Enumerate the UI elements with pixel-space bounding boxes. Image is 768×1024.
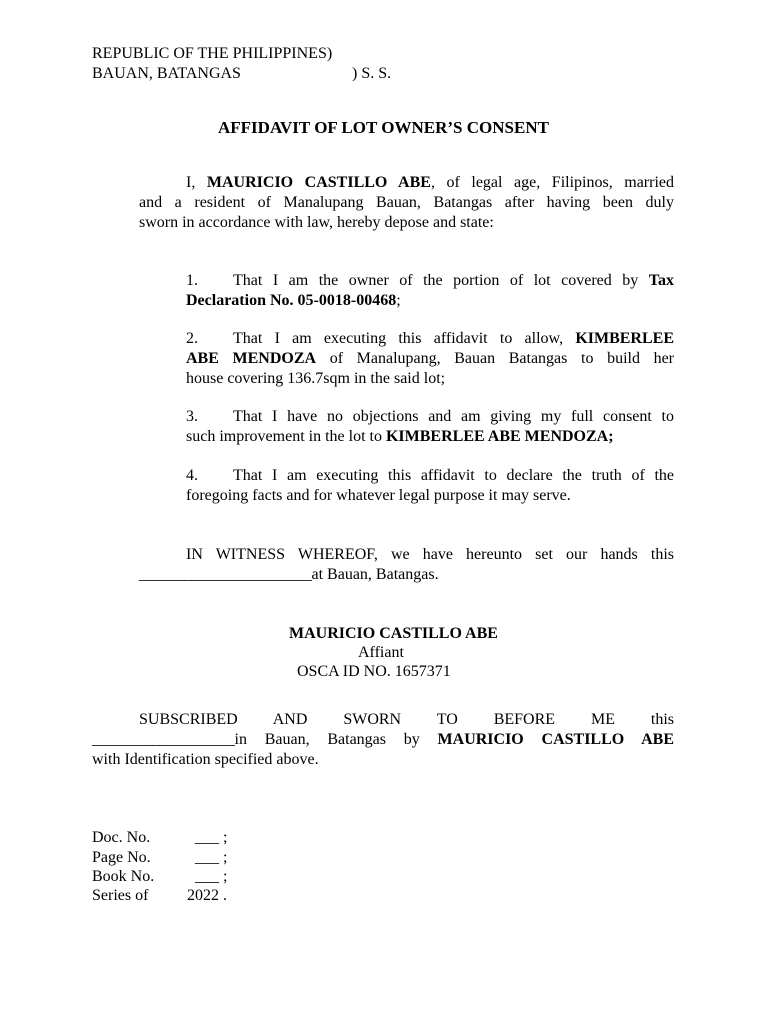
jurat-date-blank: ___________________	[92, 731, 235, 748]
intro-line-3: sworn in accordance with law, hereby depose and state:	[139, 214, 494, 231]
doc-no-label: Doc. No.	[92, 829, 151, 846]
book-no-label: Book No.	[92, 868, 155, 885]
item-number: 2.	[186, 330, 198, 347]
tax-declaration-number: Declaration No. 05-0018-00468	[186, 292, 397, 309]
signatory-id: OSCA ID NO. 1657371	[297, 663, 451, 680]
signatory-role: Affiant	[358, 644, 404, 661]
list-item: 1. That I am the owner of the portion of lot covered by Tax Declaration No. 05-0018-00468;	[186, 272, 674, 309]
list-item: 4. That I am executing this affidavit to declare the truth of the foregoing facts and for whatever legal purpose it may serve.	[186, 467, 674, 504]
intro-line-2: and a resident of Manalupang Bauan, Batangas after having been duly	[139, 194, 674, 211]
series-label: Series of	[92, 887, 149, 904]
intro-line-1: I, MAURICIO CASTILLO ABE, of legal age, Filipinos, married	[186, 174, 675, 191]
signatory-name: MAURICIO CASTILLO ABE	[289, 625, 498, 642]
venue-republic: REPUBLIC OF THE PHILIPPINES)	[92, 45, 333, 62]
date-blank: _______________________	[139, 566, 312, 583]
series-value: 2022 .	[187, 887, 227, 904]
witness-paragraph: IN WITNESS WHEREOF, we have hereunto set our hands this _______________________at Bauan, Batangas.	[139, 546, 674, 583]
page-no-value: ___ ;	[195, 849, 228, 866]
list-item: 2. That I am executing this affidavit to allow, KIMBERLEE ABE MENDOZA of Manalupang, Bauan Batangas to build her house covering 136.7sqm in the said lot;	[186, 330, 675, 387]
page-no-label: Page No.	[92, 849, 151, 866]
affiant-name: MAURICIO CASTILLO ABE	[206, 174, 431, 191]
item-number: 3.	[186, 408, 198, 425]
book-no-value: ___ ;	[195, 868, 228, 885]
venue-ss: ) S. S.	[352, 65, 392, 82]
item-number: 4.	[186, 467, 198, 484]
item-number: 1.	[186, 272, 198, 289]
jurat-paragraph: SUBSCRIBED AND SWORN TO BEFORE ME this ___________________in Bauan, Batangas by MAURICIO CASTILLO ABE with Identification specified above.	[92, 711, 674, 768]
document-title: AFFIDAVIT OF LOT OWNER’S CONSENT	[218, 118, 549, 137]
doc-no-value: ___ ;	[195, 829, 228, 846]
venue-location: BAUAN, BATANGAS	[92, 65, 241, 82]
intro-paragraph	[139, 173, 674, 233]
list-item: 3. That I have no objections and am giving my full consent to such improvement in the lot to KIMBERLEE ABE MENDOZA;	[186, 408, 674, 445]
